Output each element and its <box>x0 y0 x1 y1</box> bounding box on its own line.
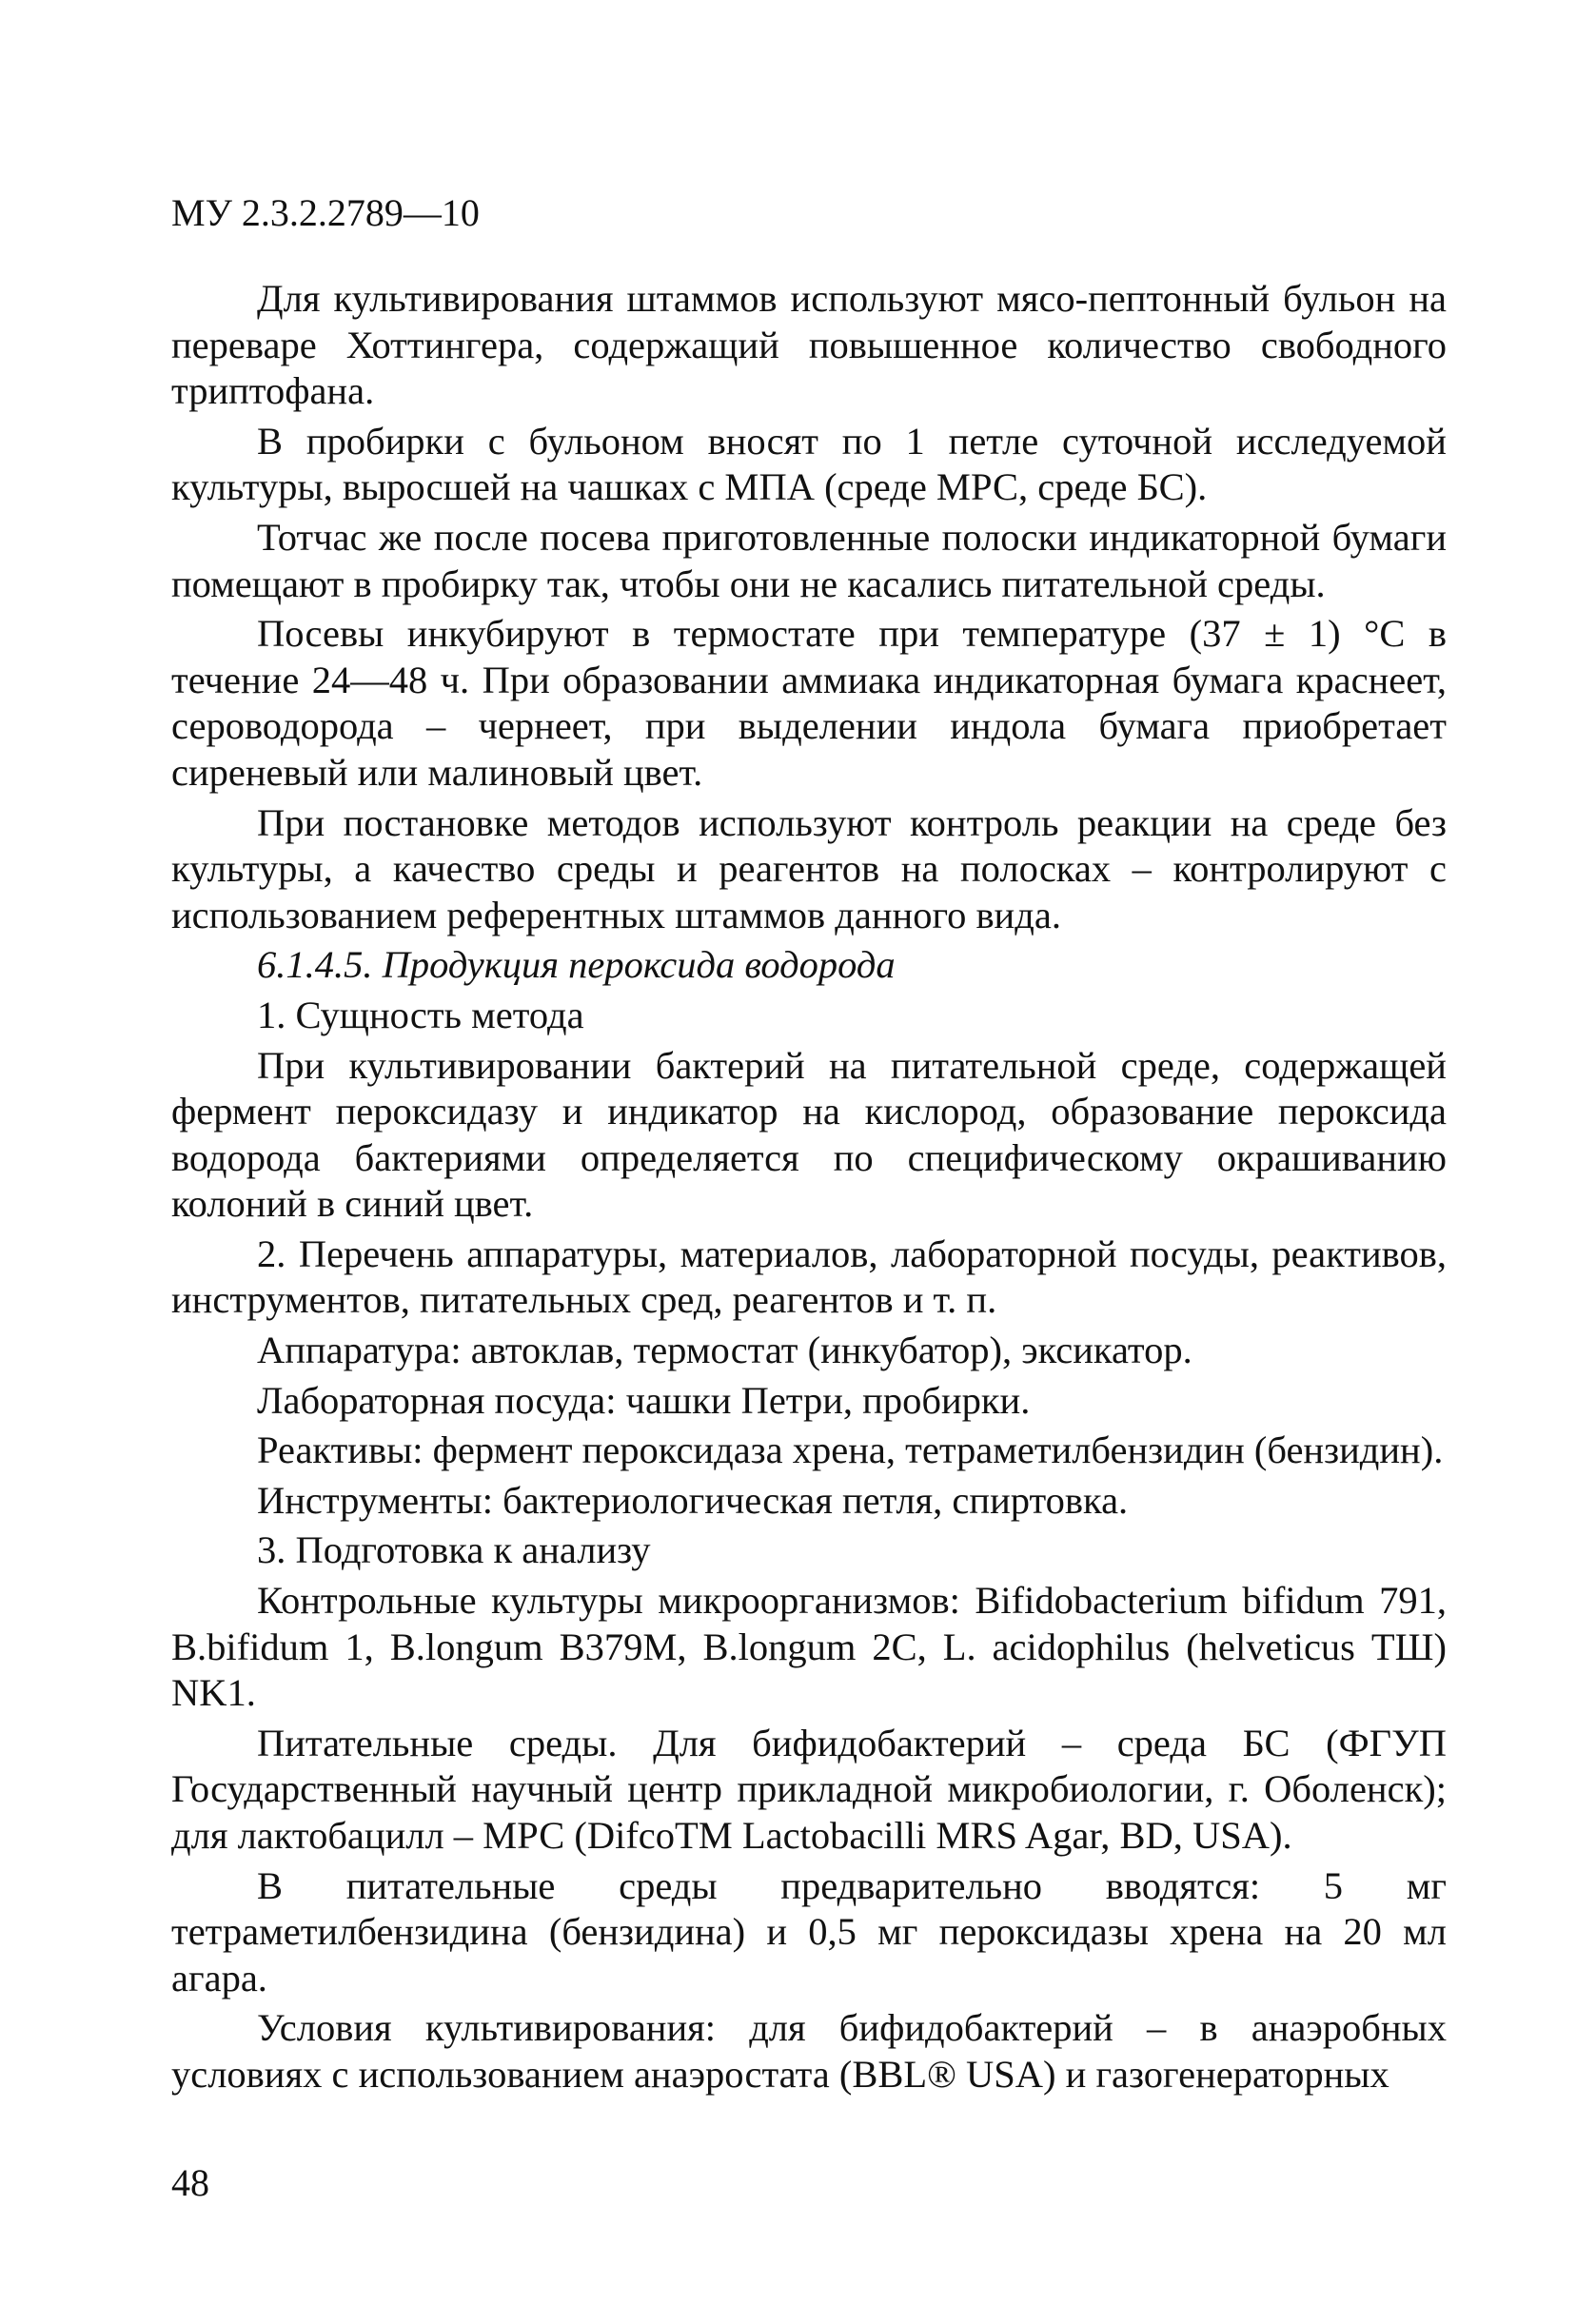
paragraph: Посевы инкубируют в термостате при температуре (37 ± 1) °С в течение 24—48 ч. При образовании аммиака индикаторная бумага краснеет, сероводорода – чернеет, при выделении индола бумага приобретает сиреневый или малиновый цвет. <box>171 612 1447 794</box>
subsection-title: 2. Перечень аппаратуры, материалов, лабораторной посуды, реактивов, инструментов, питательных сред, реагентов и т. п. <box>171 1231 1447 1322</box>
paragraph: При постановке методов используют контроль реакции на среде без культуры, а качество среды и реагентов на полосках – контролируют с использованием референтных штаммов данного вида. <box>171 800 1447 936</box>
paragraph: Для культивирования штаммов используют мясо-пептонный бульон на переваре Хоттингера, содержащий повышенное количество свободного триптофана. <box>171 277 1447 413</box>
page-number: 48 <box>171 2161 209 2204</box>
paragraph: В пробирки с бульоном вносят по 1 петле суточной исследуемой культуры, выросшей на чашках с МПА (среде МРС, среде БС). <box>171 419 1447 509</box>
paragraph: Реактивы: фермент пероксидаза хрена, тетраметилбензидин (бензидин). <box>257 1428 1444 1472</box>
paragraph: Контрольные культуры микроорганизмов: Bifidobacterium bifidum 791, B.bifidum 1, B.longum B379M, B.longum 2C, L. acidophilus (helveticus ТШ) NK1. <box>171 1579 1447 1715</box>
subsection-title: 1. Сущность метода <box>257 993 584 1036</box>
paragraph: Условия культивирования: для бифидобактерий – в анаэробных условиях с использованием анаэростата (BBL® USA) и газогенераторных <box>171 2006 1447 2096</box>
paragraph: Инструменты: бактериологическая петля, спиртовка. <box>257 1478 1129 1522</box>
paragraph: В питательные среды предварительно вводятся: 5 мг тетраметилбензидина (бензидина) и 0,5 мг пероксидазы хрена на 20 мл агара. <box>171 1863 1447 2000</box>
paragraph: При культивировании бактерий на питательной среде, содержащей фермент пероксидазу и индикатор на кислород, образование пероксида водорода бактериями определяется по специфическому окрашиванию колоний в синий цвет. <box>171 1043 1447 1226</box>
paragraph: Питательные среды. Для бифидобактерий – среда БС (ФГУП Государственный научный центр прикладной микробиологии, г. Оболенск); для лактобацилл – МРС (DifcoTM Lactobacilli MRS Agar, BD, USA). <box>171 1721 1447 1857</box>
section-heading: 6.1.4.5. Продукция пероксида водорода <box>257 943 896 987</box>
paragraph: Аппаратура: автоклав, термостат (инкубатор), эксикатор. <box>257 1329 1192 1372</box>
subsection-title: 3. Подготовка к анализу <box>257 1528 651 1572</box>
paragraph: Лабораторная посуда: чашки Петри, пробирки. <box>257 1378 1031 1422</box>
document-body <box>171 276 1447 2102</box>
paragraph: Тотчас же после посева приготовленные полоски индикаторной бумаги помещают в пробирку так, чтобы они не касались питательной среды. <box>171 515 1447 605</box>
document-code-header: МУ 2.3.2.2789—10 <box>171 191 480 234</box>
